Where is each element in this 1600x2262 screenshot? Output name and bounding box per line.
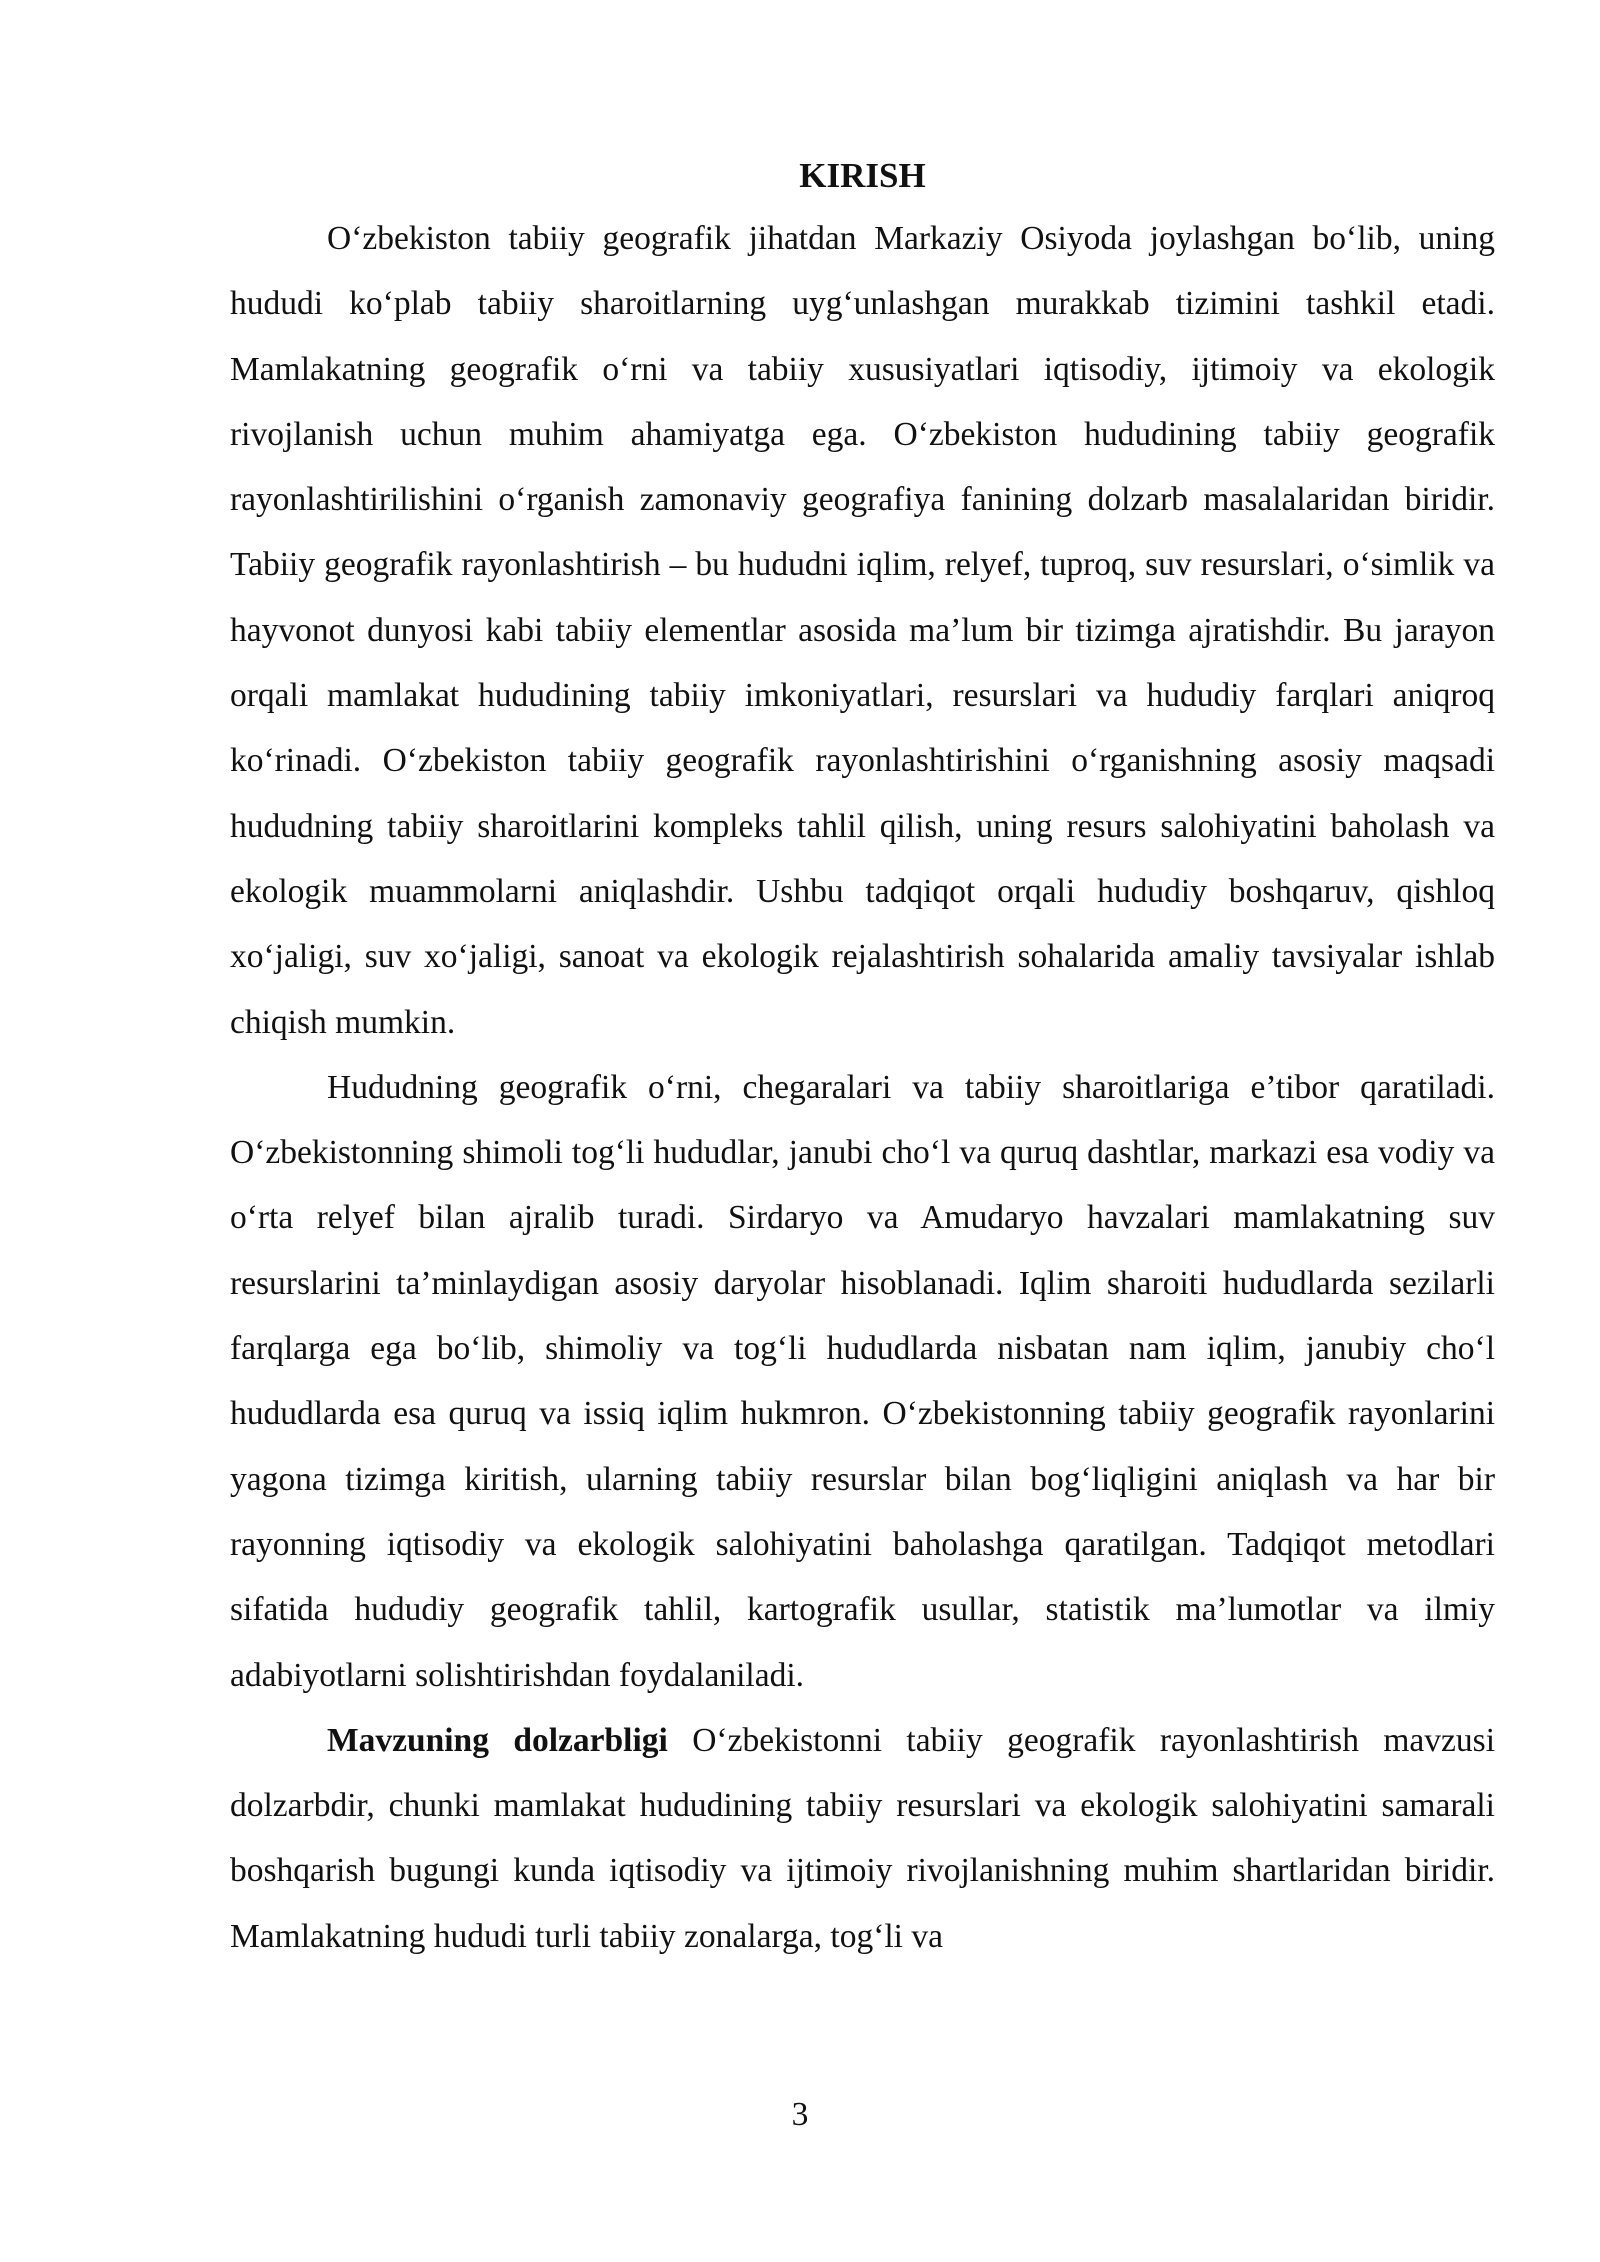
relevance-text: O‘zbekistonni tabiiy geografik rayonlashtirish mavzusi dolzarbdir, chunki mamlakat hududining tabiiy resurslari va ekologik salohiyatini samarali boshqarish bugungi kunda iqtisodiy va ijtimoiy rivojlanishning muhim shartlaridan biridir. Mamlakatning hududi turli tabiiy zonalarga, tog‘li va: [230, 1721, 1496, 1955]
relevance-paragraph: [230, 1708, 1495, 1969]
geography-paragraph: Hududning geografik o‘rni, chegaralari va tabiiy sharoitlariga e’tibor qaratiladi. O‘zbekistonning shimoli tog‘li hududlar, janubi cho‘l va quruq dashtlar, markazi esa vodiy va o‘rta relyef bilan ajralib turadi. Sirdaryo va Amudaryo havzalari mamlakatning suv resurslarini ta’minlaydigan asosiy daryolar hisoblanadi. Iqlim sharoiti hududlarda sezilarli farqlarga ega bo‘lib, shimoliy va tog‘li hududlarda nisbatan nam iqlim, janubiy cho‘l hududlarda esa quruq va issiq iqlim hukmron. O‘zbekistonning tabiiy geografik rayonlarini yagona tizimga kiritish, ularning tabiiy resurslar bilan bog‘liqligini aniqlash va har bir rayonning iqtisodiy va ekologik salohiyatini baholashga qaratilgan. Tadqiqot metodlari sifatida hududiy geografik tahlil, kartografik usullar, statistik ma’lumotlar va ilmiy adabiyotlarni solishtirishdan foydalaniladi.: [230, 1068, 1495, 1694]
section-heading: KIRISH: [799, 156, 926, 195]
page-body: [230, 146, 1495, 1969]
page-number: 3: [791, 2096, 809, 2133]
intro-paragraph: O‘zbekiston tabiiy geografik jihatdan Markaziy Osiyoda joylashgan bo‘lib, uning hududi ko‘plab tabiiy sharoitlarning uyg‘unlashgan murakkab tizimini tashkil etadi. Mamlakatning geografik o‘rni va tabiiy xususiyatlari iqtisodiy, ijtimoiy va ekologik rivojlanish uchun muhim ahamiyatga ega. O‘zbekiston hududining tabiiy geografik rayonlashtirilishini o‘rganish zamonaviy geografiya fanining dolzarb masalalaridan biridir. Tabiiy geografik rayonlashtirish – bu hududni iqlim, relyef, tuproq, suv resurslari, o‘simlik va hayvonot dunyosi kabi tabiiy elementlar asosida ma’lum bir tizimga ajratishdir. Bu jarayon orqali mamlakat hududining tabiiy imkoniyatlari, resurslari va hududiy farqlari aniqroq ko‘rinadi. O‘zbekiston tabiiy geografik rayonlashtirishini o‘rganishning asosiy maqsadi hududning tabiiy sharoitlarini kompleks tahlil qilish, uning resurs salohiyatini baholash va ekologik muammolarni aniqlashdir. Ushbu tadqiqot orqali hududiy boshqaruv, qishloq xo‘jaligi, suv xo‘jaligi, sanoat va ekologik rejalashtirish sohalarida amaliy tavsiyalar ishlab chiqish mumkin.: [230, 220, 1495, 1041]
relevance-lead: Mavzuning dolzarbligi: [327, 1721, 668, 1759]
